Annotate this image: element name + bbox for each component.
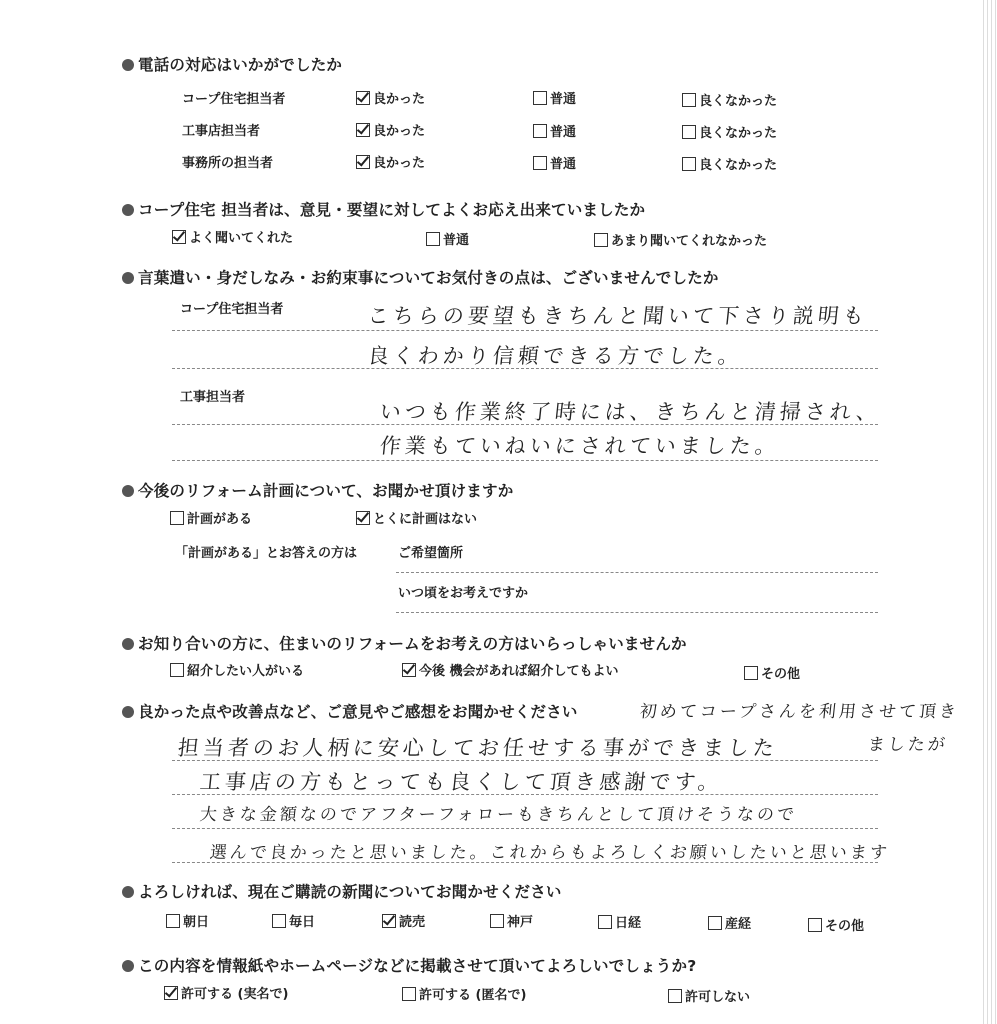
q7-option-yomiuri[interactable]: 読売	[382, 911, 425, 930]
q6-answer-line0: 初めてコープさんを利用させて頂き	[638, 702, 960, 722]
q5-option-other[interactable]: その他	[744, 663, 800, 682]
checkbox-icon[interactable]	[402, 987, 416, 1001]
q1-row3-bad[interactable]: 良くなかった	[682, 154, 777, 173]
bullet-icon	[122, 272, 134, 284]
checked-box-icon[interactable]	[402, 663, 416, 677]
q7-title: よろしければ、現在ご購読の新聞についてお聞かせください	[122, 880, 562, 902]
q4-place-label: ご希望箇所	[398, 546, 464, 561]
q8-option-anonymous[interactable]: 許可する (匿名で)	[402, 984, 526, 1003]
checkbox-icon[interactable]	[533, 124, 547, 138]
q6-answer-line0b: ましたが	[866, 735, 949, 755]
bullet-icon	[122, 960, 134, 972]
q6-answer-line3: 大きな金額なのでアフターフォローもきちんとして頂けそうなので	[198, 805, 798, 825]
answer-line	[172, 794, 878, 795]
q6-title: 良かった点や改善点など、ご意見やご感想をお聞かせください	[122, 700, 578, 722]
checkbox-icon[interactable]	[170, 663, 184, 677]
q7-option-sankei[interactable]: 産経	[708, 913, 751, 932]
answer-line	[396, 572, 878, 573]
bullet-icon	[122, 204, 134, 216]
q3-coop-label: コープ住宅担当者	[180, 302, 284, 317]
q8-option-deny[interactable]: 許可しない	[668, 986, 750, 1005]
q3-coop-answer-line2: 良くわかり信頼できる方でした。	[366, 344, 745, 368]
bullet-icon	[122, 706, 134, 718]
q3-coop-answer-line1: こちらの要望もきちんと聞いて下さり説明も	[366, 304, 870, 328]
bullet-icon	[122, 59, 134, 71]
answer-line	[172, 862, 878, 863]
q3-work-answer-line2: 作業もていねいにされていました。	[378, 434, 782, 458]
answer-line	[172, 424, 878, 425]
checked-box-icon[interactable]	[356, 511, 370, 525]
q7-option-asahi[interactable]: 朝日	[166, 911, 209, 930]
checkbox-icon[interactable]	[166, 914, 180, 928]
checkbox-icon[interactable]	[682, 93, 696, 107]
q1-row2-bad[interactable]: 良くなかった	[682, 122, 777, 141]
bullet-icon	[122, 638, 134, 650]
checkbox-icon[interactable]	[490, 914, 504, 928]
checkbox-icon[interactable]	[668, 989, 682, 1003]
q6-answer-line1: 担当者のお人柄に安心してお任せする事ができました	[176, 736, 780, 760]
page-edge	[983, 0, 997, 1024]
q1-row1-good[interactable]: 良かった	[356, 88, 425, 107]
q4-sub-label: 「計画がある」とお答えの方は	[175, 546, 358, 561]
answer-line	[396, 612, 878, 613]
q2-option-listened[interactable]: よく聞いてくれた	[172, 227, 293, 246]
q5-option-want-introduce[interactable]: 紹介したい人がいる	[170, 660, 304, 679]
q6-answer-line4: 選んで良かったと思いました。これからもよろしくお願いしたいと思います	[208, 843, 891, 863]
bullet-icon	[122, 886, 134, 898]
checkbox-icon[interactable]	[598, 915, 612, 929]
q3-work-label: 工事担当者	[180, 390, 246, 405]
q5-option-maybe-introduce[interactable]: 今後 機会があれば紹介してもよい	[402, 660, 619, 679]
checked-box-icon[interactable]	[172, 230, 186, 244]
q1-row2-normal[interactable]: 普通	[533, 121, 576, 140]
q7-option-nikkei[interactable]: 日経	[598, 912, 641, 931]
q3-title: 言葉遣い・身だしなみ・お約束事についてお気付きの点は、ございませんでしたか	[122, 266, 719, 288]
checkbox-icon[interactable]	[533, 156, 547, 170]
q1-title: 電話の対応はいかがでしたか	[122, 53, 342, 75]
checkbox-icon[interactable]	[744, 666, 758, 680]
bullet-icon	[122, 485, 134, 497]
q7-option-other[interactable]: その他	[808, 915, 864, 934]
q8-title: この内容を情報紙やホームページなどに掲載させて頂いてよろしいでしょうか?	[122, 954, 696, 976]
checkbox-icon[interactable]	[426, 232, 440, 246]
checked-box-icon[interactable]	[356, 91, 370, 105]
answer-line	[172, 368, 878, 369]
checkbox-icon[interactable]	[682, 125, 696, 139]
q4-title: 今後のリフォーム計画について、お聞かせ頂けますか	[122, 479, 513, 501]
answer-line	[172, 760, 878, 761]
q2-option-not-listened[interactable]: あまり聞いてくれなかった	[594, 230, 767, 249]
checkbox-icon[interactable]	[808, 918, 822, 932]
q1-row-label: 事務所の担当者	[182, 156, 274, 171]
answer-line	[172, 330, 878, 331]
q4-option-has-plan[interactable]: 計画がある	[170, 508, 252, 527]
checkbox-icon[interactable]	[533, 91, 547, 105]
q1-row1-bad[interactable]: 良くなかった	[682, 90, 777, 109]
q7-option-mainichi[interactable]: 毎日	[272, 911, 315, 930]
checked-box-icon[interactable]	[356, 123, 370, 137]
q1-row-label: 工事店担当者	[182, 124, 261, 139]
answer-line	[172, 460, 878, 461]
checkbox-icon[interactable]	[272, 914, 286, 928]
checkbox-icon[interactable]	[594, 233, 608, 247]
q3-work-answer-line1: いつも作業終了時には、きちんと清掃され、	[378, 400, 883, 424]
q2-title: コープ住宅 担当者は、意見・要望に対してよくお応え出来ていましたか	[122, 198, 645, 220]
q4-option-no-plan[interactable]: とくに計画はない	[356, 508, 477, 527]
q5-title: お知り合いの方に、住まいのリフォームをお考えの方はいらっしゃいませんか	[122, 632, 687, 654]
q1-row2-good[interactable]: 良かった	[356, 120, 425, 139]
q6-answer-line2: 工事店の方もとっても良くして頂き感謝です。	[198, 770, 725, 794]
q7-option-kobe[interactable]: 神戸	[490, 911, 533, 930]
answer-line	[172, 828, 878, 829]
checked-box-icon[interactable]	[382, 914, 396, 928]
checkbox-icon[interactable]	[682, 157, 696, 171]
q1-row3-normal[interactable]: 普通	[533, 153, 576, 172]
q4-when-label: いつ頃をお考えですか	[398, 586, 529, 601]
q8-option-real-name[interactable]: 許可する (実名で)	[164, 983, 288, 1002]
q1-row-label: コープ住宅担当者	[182, 92, 286, 107]
checked-box-icon[interactable]	[164, 986, 178, 1000]
q1-row3-good[interactable]: 良かった	[356, 152, 425, 171]
q2-option-normal[interactable]: 普通	[426, 229, 469, 248]
q1-row1-normal[interactable]: 普通	[533, 88, 576, 107]
checkbox-icon[interactable]	[708, 916, 722, 930]
checkbox-icon[interactable]	[170, 511, 184, 525]
checked-box-icon[interactable]	[356, 155, 370, 169]
